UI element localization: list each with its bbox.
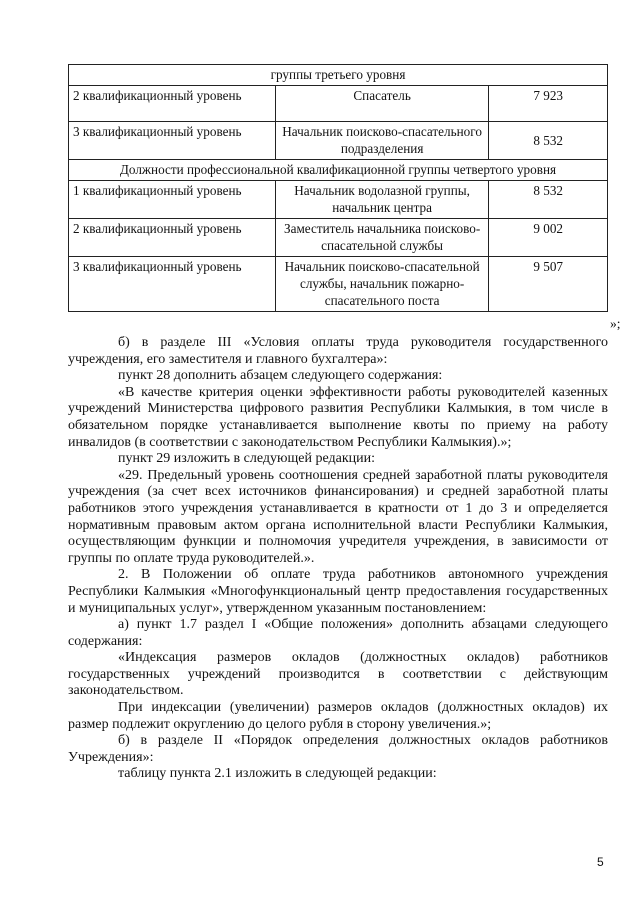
position-name: Начальник водолазной группы, начальник центра: [275, 181, 488, 219]
page-number: 5: [597, 855, 604, 869]
table-row: [69, 160, 608, 181]
paragraph: пункт 28 дополнить абзацем следующего содержания:: [118, 368, 443, 384]
table-row: [69, 219, 608, 257]
paragraph: «Индексация размеров окладов (должностных окладов) работников государственных учреждений производится в соответствии с действующим законодательством.: [68, 650, 608, 699]
paragraph: «В качестве критерия оценки эффективности работы руководителей казенных учреждений Министерства цифрового развития Республики Калмыкия, в том числе в обязательном порядке устанавливается выполнение квоты по приему на работу инвалидов (в соответствии с законодательством Республики Калмыкия).»;: [68, 384, 608, 450]
table-close-mark: »;: [610, 316, 621, 331]
paragraph: таблицу пункта 2.1 изложить в следующей редакции:: [118, 766, 437, 782]
paragraph: б) в разделе III «Условия оплаты труда руководителя государственного учреждения, его заместителя и главного бухгалтера»:: [68, 335, 608, 367]
salary-value: 9 507: [489, 257, 608, 312]
body-text: [68, 335, 608, 783]
qualification-level: 2 квалификационный уровень: [69, 219, 276, 257]
table-row: [69, 86, 608, 122]
table-row: [69, 181, 608, 219]
table-row: [69, 65, 608, 86]
salary-value: 7 923: [489, 86, 608, 122]
paragraph: 2. В Положении об оплате труда работников автономного учреждения Республики Калмыкия «Многофункциональный центр предоставления государственных и муниципальных услуг», утвержденном указанным постановлением:: [68, 567, 608, 616]
position-name: Начальник поисково-спасательной службы, начальник пожарно-спасательного поста: [275, 257, 488, 312]
qualification-level: 2 квалификационный уровень: [69, 86, 276, 122]
paragraph: а) пункт 1.7 раздел I «Общие положения» дополнить абзацами следующего содержания:: [68, 617, 608, 649]
group-header: группы третьего уровня: [69, 65, 608, 86]
salary-table: [68, 64, 608, 312]
paragraph: б) в разделе II «Порядок определения должностных окладов работников Учреждения»:: [68, 733, 608, 765]
group-header: Должности профессиональной квалификационной группы четвертого уровня: [69, 160, 608, 181]
paragraph: «29. Предельный уровень соотношения средней заработной платы руководителя учреждения (за счет всех источников финансирования) и средней заработной платы работников этого учреждения устанавливается в кратности от 1 до 3 и определяется нормативным правовым актом органа исполнительной власти Республики Калмыкия, осуществляющим функции и полномочия учредителя учреждения, в зависимости от группы по оплате труда руководителей.».: [68, 467, 608, 566]
qualification-level: 3 квалификационный уровень: [69, 122, 276, 160]
position-name: Спасатель: [275, 86, 488, 122]
salary-value: 8 532: [489, 122, 608, 160]
paragraph: пункт 29 изложить в следующей редакции:: [118, 451, 375, 467]
position-name: Начальник поисково-спасательного подразделения: [275, 122, 488, 160]
qualification-level: 1 квалификационный уровень: [69, 181, 276, 219]
table-row: [69, 122, 608, 160]
paragraph: При индексации (увеличении) размеров окладов (должностных окладов) их размер подлежит округлению до целого рубля в сторону увеличения.»;: [68, 700, 608, 732]
salary-value: 8 532: [489, 181, 608, 219]
table-row: [69, 257, 608, 312]
salary-value: 9 002: [489, 219, 608, 257]
position-name: Заместитель начальника поисково-спасательной службы: [275, 219, 488, 257]
qualification-level: 3 квалификационный уровень: [69, 257, 276, 312]
